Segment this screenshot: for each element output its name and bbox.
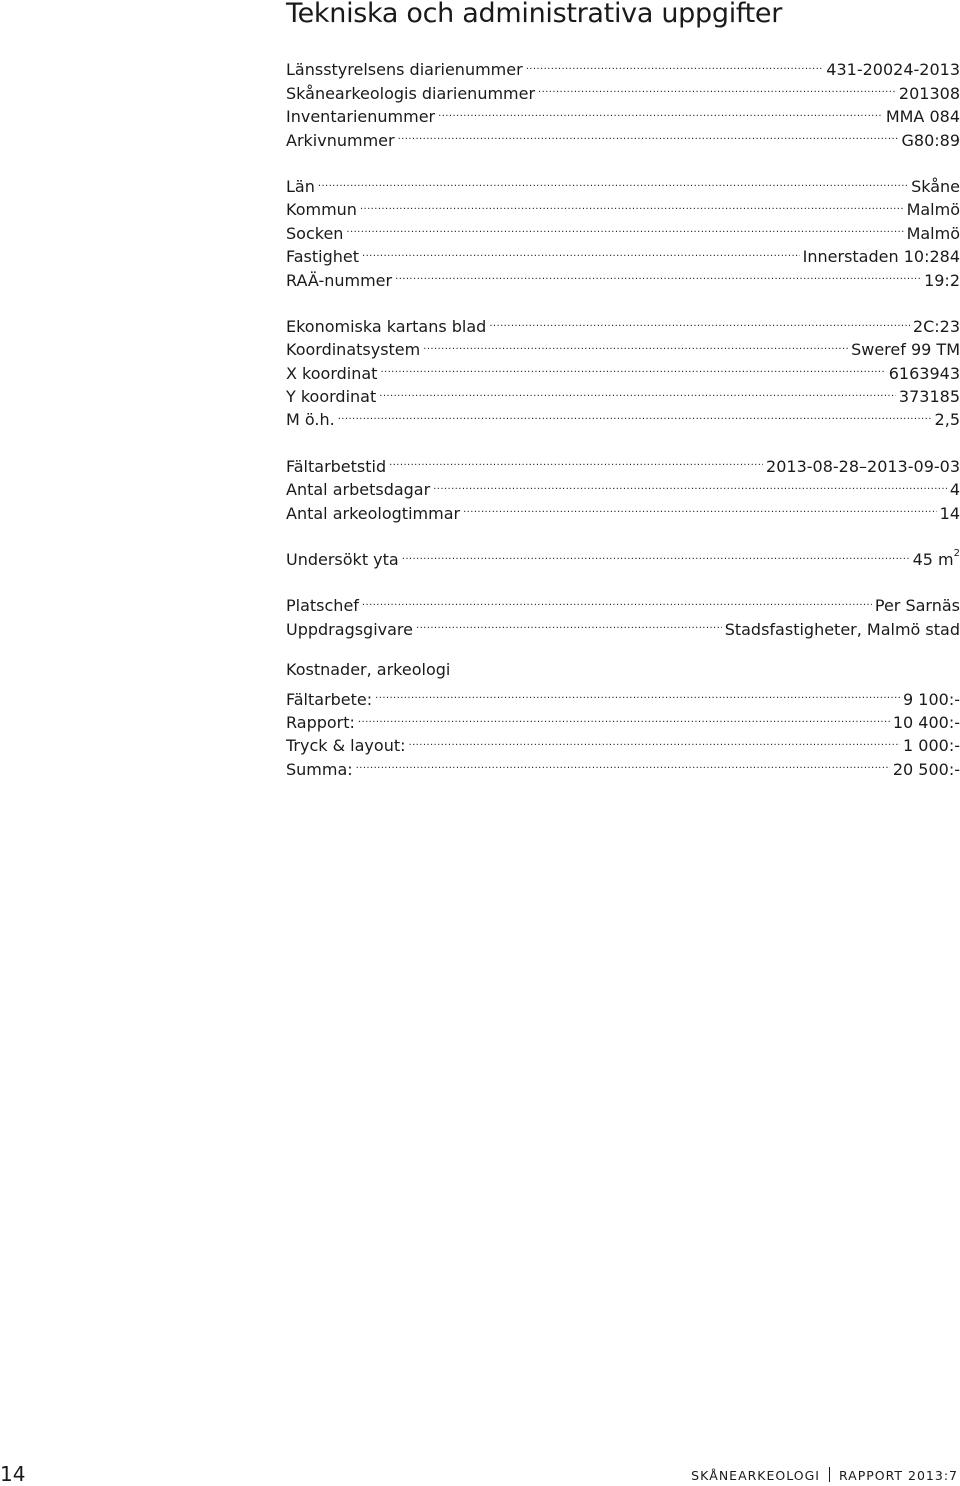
- row-label: Fältarbetstid: [286, 456, 387, 476]
- row-value: 2013-08-28–2013-09-03: [766, 456, 960, 476]
- row-ekonomiska-kartans-blad: [286, 309, 960, 336]
- row-faltarbete-cost: [286, 681, 960, 709]
- row-label: X koordinat: [286, 363, 378, 383]
- dot-leader: [395, 262, 921, 285]
- page-number: 14: [0, 1462, 26, 1486]
- row-label: Undersökt yta: [286, 550, 399, 570]
- dot-leader: [433, 472, 947, 495]
- row-socken: [286, 215, 960, 243]
- row-value: 10 400:-: [892, 712, 960, 732]
- group-area: [286, 542, 960, 570]
- row-label: Antal arkeologtimmar: [286, 503, 461, 523]
- dot-leader: [362, 588, 872, 611]
- row-label: Ekonomiska kartans blad: [286, 316, 487, 336]
- row-value: 14: [939, 503, 960, 523]
- row-value: Malmö: [906, 200, 960, 220]
- group-costs: [286, 658, 960, 779]
- costs-heading: Kostnader, arkeologi: [286, 659, 451, 679]
- row-value: 19:2: [924, 270, 960, 290]
- row-label: M ö.h.: [286, 410, 335, 430]
- row-value: 20 500:-: [892, 759, 960, 779]
- row-label: Platschef: [286, 596, 359, 616]
- row-rapport-cost: [286, 705, 960, 732]
- row-value: [910, 548, 960, 571]
- row-label: Uppdragsgivare: [286, 619, 413, 639]
- row-value: Malmö: [906, 223, 960, 243]
- dot-leader: [538, 75, 896, 98]
- row-label: Fastighet: [286, 247, 360, 267]
- row-x-koordinat: [286, 355, 960, 383]
- row-value: 431-20024-2013: [826, 60, 960, 80]
- dot-leader: [526, 52, 824, 75]
- row-value: Skåne: [911, 176, 960, 196]
- dot-leader: [375, 681, 900, 704]
- area-value: 45 m: [912, 550, 954, 570]
- row-value: 2,5: [934, 410, 960, 430]
- row-value: Sweref 99 TM: [851, 340, 960, 360]
- row-value: 4: [949, 480, 960, 500]
- row-value: 1 000:-: [903, 736, 960, 756]
- row-value: Innerstaden 10:284: [802, 247, 960, 267]
- row-faltarbetstid: [286, 448, 960, 476]
- row-label: Arkivnummer: [286, 130, 395, 150]
- row-label: Län: [286, 176, 315, 196]
- dot-leader: [380, 355, 885, 378]
- dot-leader: [416, 611, 722, 634]
- dot-leader: [389, 448, 763, 471]
- row-label: Länsstyrelsens diarienummer: [286, 60, 523, 80]
- row-lansstyrelsens-diarienummer: [286, 52, 960, 80]
- row-value: Stadsfastigheter, Malmö stad: [724, 619, 960, 639]
- row-value: 6163943: [888, 363, 960, 383]
- group-location: [286, 169, 960, 290]
- dot-leader: [338, 402, 932, 425]
- area-unit-exponent: 2: [953, 547, 960, 559]
- dot-leader: [360, 192, 904, 215]
- row-label: Socken: [286, 223, 344, 243]
- dot-leader: [318, 169, 908, 192]
- dot-leader: [358, 705, 890, 728]
- footer-publisher: SKÅNEARKEOLOGI: [691, 1468, 820, 1483]
- row-uppdragsgivare: [286, 611, 960, 639]
- row-platschef: [286, 588, 960, 616]
- row-value: 2C:23: [912, 316, 960, 336]
- row-value: 373185: [898, 387, 960, 407]
- row-y-koordinat: [286, 379, 960, 407]
- row-label: Summa:: [286, 759, 353, 779]
- dot-leader: [379, 379, 896, 402]
- dot-leader: [346, 215, 903, 238]
- row-label: Koordinatsystem: [286, 340, 421, 360]
- row-label: Inventarienummer: [286, 107, 436, 127]
- dot-leader: [398, 122, 899, 145]
- row-value: Per Sarnäs: [874, 596, 960, 616]
- group-identifiers: [286, 52, 960, 150]
- footer-divider: [829, 1467, 830, 1482]
- row-m-oh: [286, 402, 960, 430]
- footer-report: RAPPORT 2013:7: [838, 1468, 958, 1483]
- row-value: 9 100:-: [903, 689, 960, 709]
- dot-leader: [362, 239, 800, 262]
- row-lan: [286, 169, 960, 196]
- row-kommun: [286, 192, 960, 220]
- group-people: [286, 588, 960, 639]
- dot-leader: [409, 728, 901, 751]
- page-title: Tekniska och administrativa uppgifter: [286, 0, 783, 29]
- row-value: 201308: [898, 83, 960, 103]
- row-value: G80:89: [901, 130, 960, 150]
- group-fieldwork: [286, 448, 960, 523]
- row-raa-nummer: [286, 262, 960, 290]
- dot-leader: [423, 332, 848, 355]
- group-coordinates: [286, 309, 960, 430]
- running-footer: [691, 1467, 958, 1485]
- row-label: Y koordinat: [286, 387, 377, 407]
- row-label: Fältarbete:: [286, 689, 373, 709]
- row-label: Tryck & layout:: [286, 736, 406, 756]
- row-summa-cost: [286, 751, 960, 779]
- dot-leader: [402, 542, 910, 565]
- row-label: Rapport:: [286, 712, 355, 732]
- row-label: Skånearkeologis diarienummer: [286, 83, 536, 103]
- row-label: RAÄ-nummer: [286, 270, 393, 290]
- details-list: [286, 52, 960, 798]
- row-label: Antal arbetsdagar: [286, 480, 431, 500]
- row-tryck-layout-cost: [286, 728, 960, 756]
- row-value: MMA 084: [885, 107, 960, 127]
- row-label: Kommun: [286, 200, 357, 220]
- dot-leader: [356, 751, 890, 774]
- dot-leader: [463, 495, 937, 518]
- row-undersokt-yta: [286, 542, 960, 570]
- dot-leader: [438, 99, 883, 122]
- dot-leader: [489, 309, 910, 332]
- row-fastighet: [286, 239, 960, 267]
